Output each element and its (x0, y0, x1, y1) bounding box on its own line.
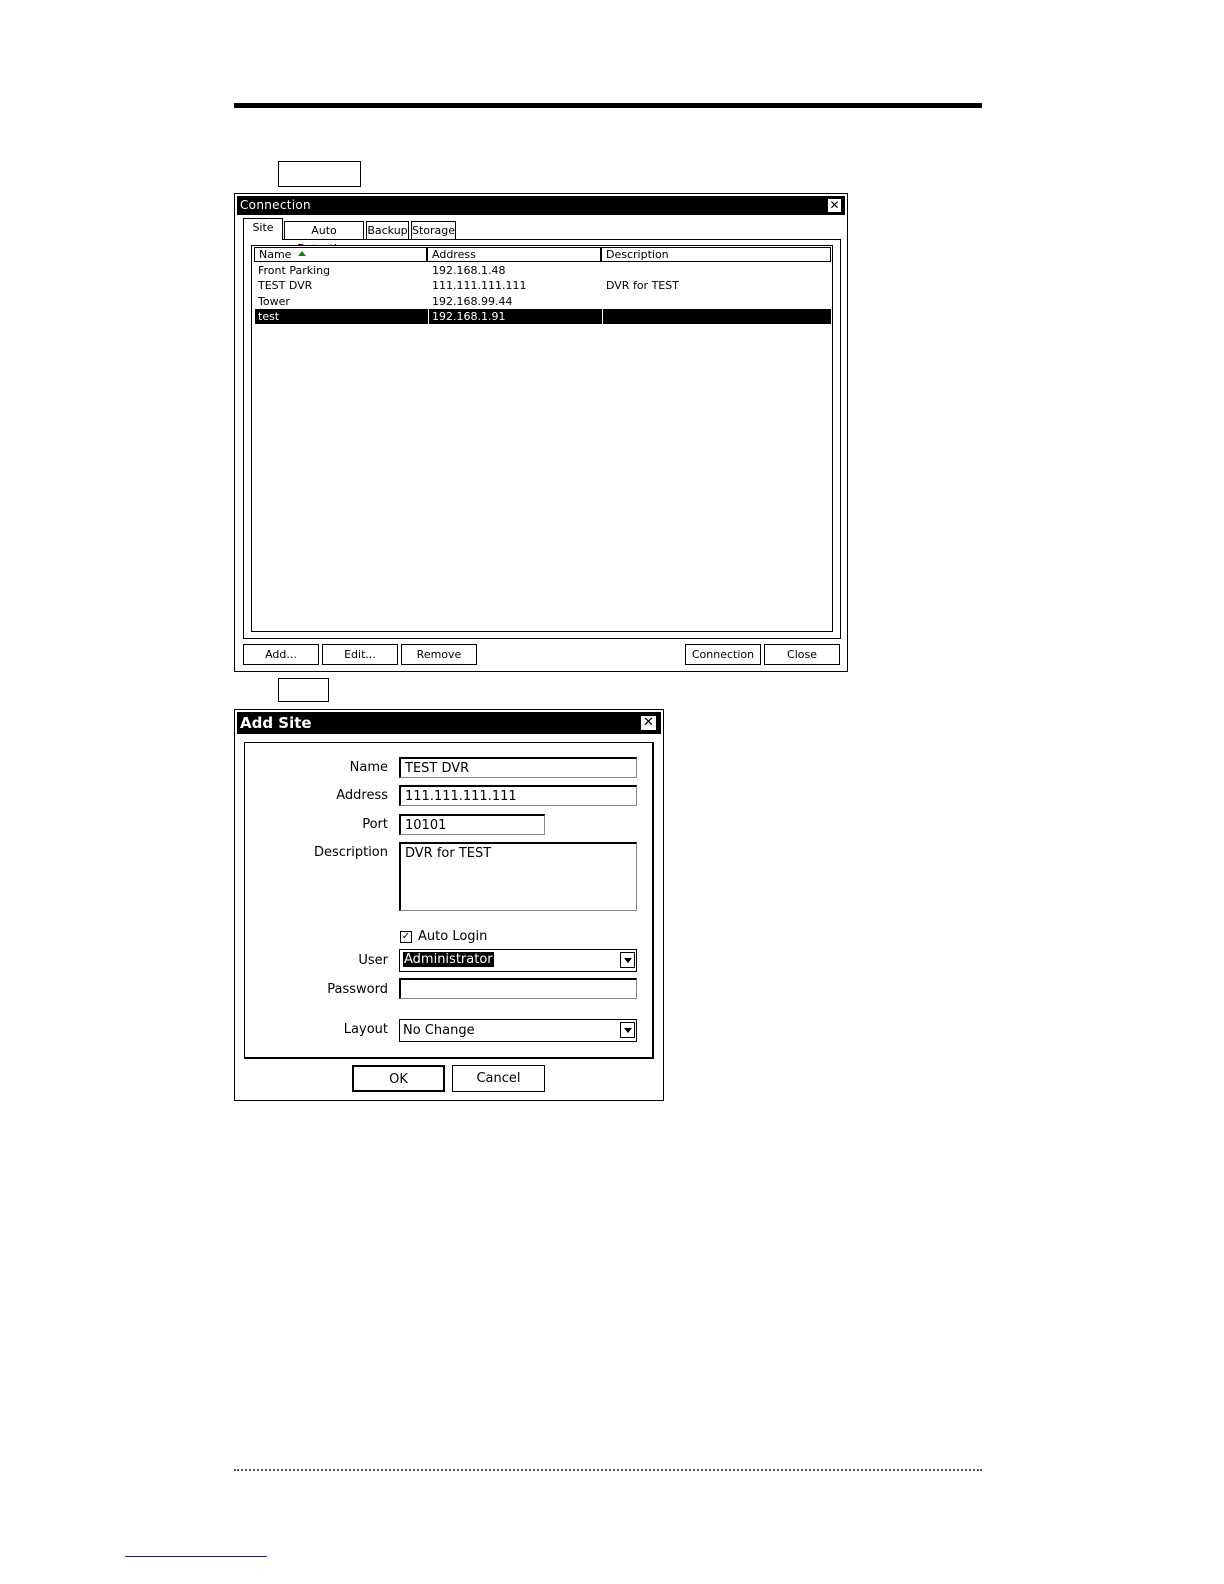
user-select[interactable] (399, 949, 637, 972)
layout-select-value: No Change (403, 1023, 475, 1038)
row-address: 192.168.1.48 (432, 264, 506, 277)
close-button[interactable]: Close (764, 644, 840, 665)
edit-button[interactable]: Edit... (322, 644, 398, 665)
page-top-rule (234, 103, 982, 108)
name-label: Name (349, 760, 388, 775)
table-row[interactable] (255, 263, 831, 278)
page-bottom-dotted-rule (234, 1469, 982, 1471)
row-separator (602, 309, 603, 324)
row-address: 192.168.99.44 (432, 295, 513, 308)
table-row[interactable] (255, 294, 831, 309)
sort-ascending-icon (298, 251, 306, 256)
row-name: TEST DVR (258, 279, 313, 292)
tab-backup[interactable]: Backup (366, 221, 409, 239)
page-footer-rule (125, 1556, 267, 1557)
tab-auto-detection[interactable]: Auto (284, 221, 364, 239)
chevron-down-icon[interactable] (620, 1022, 635, 1038)
user-label: User (358, 953, 388, 968)
blank-label-box (278, 161, 361, 187)
remove-button[interactable]: Remove (401, 644, 477, 665)
description-textarea[interactable]: DVR for TEST (399, 842, 637, 911)
column-header-name-label: Name (259, 248, 292, 261)
add-button[interactable]: Add... (243, 644, 319, 665)
add-site-title-bar (237, 712, 661, 734)
address-field[interactable]: 111.111.111.111 (399, 785, 637, 806)
table-row[interactable] (255, 278, 831, 293)
port-label: Port (362, 817, 388, 832)
site-list[interactable] (251, 245, 833, 632)
password-label: Password (327, 982, 388, 997)
description-label: Description (313, 845, 388, 860)
auto-login-checkbox[interactable]: ✓ (401, 931, 411, 942)
row-address: 111.111.111.111 (432, 279, 527, 292)
table-row-selected[interactable] (255, 309, 831, 324)
auto-login-label: Auto Login (418, 929, 488, 944)
name-field[interactable]: TEST DVR (399, 757, 637, 778)
layout-label: Layout (343, 1022, 388, 1037)
port-field[interactable]: 10101 (399, 814, 545, 835)
close-icon[interactable]: ✕ (827, 198, 842, 213)
row-separator (428, 309, 429, 324)
row-name: test (258, 310, 280, 323)
user-select-value: Administrator (404, 952, 493, 967)
row-name: Front Parking (258, 264, 331, 277)
row-description: DVR for TEST (606, 279, 679, 292)
connection-button[interactable]: Connection (685, 644, 761, 665)
address-label: Address (336, 788, 388, 803)
connection-title-bar (237, 196, 845, 215)
close-icon[interactable]: ✕ (640, 715, 657, 731)
column-header-address[interactable]: Address (427, 247, 601, 262)
row-name: Tower (258, 295, 290, 308)
cancel-button[interactable]: Cancel (452, 1065, 545, 1092)
tab-storage[interactable]: Storage (411, 221, 456, 239)
chevron-down-icon[interactable] (620, 952, 635, 968)
ok-button[interactable]: OK (352, 1065, 445, 1092)
blank-label-box (278, 678, 329, 702)
add-site-title: Add Site (240, 714, 312, 732)
row-address: 192.168.1.91 (432, 310, 506, 323)
column-header-description[interactable]: Description (601, 247, 831, 262)
tab-site[interactable]: Site (243, 218, 283, 240)
password-field[interactable] (399, 978, 637, 999)
site-list-header (254, 247, 830, 262)
column-header-name[interactable] (254, 247, 427, 262)
connection-title: Connection (240, 198, 311, 212)
layout-select[interactable] (399, 1019, 637, 1042)
